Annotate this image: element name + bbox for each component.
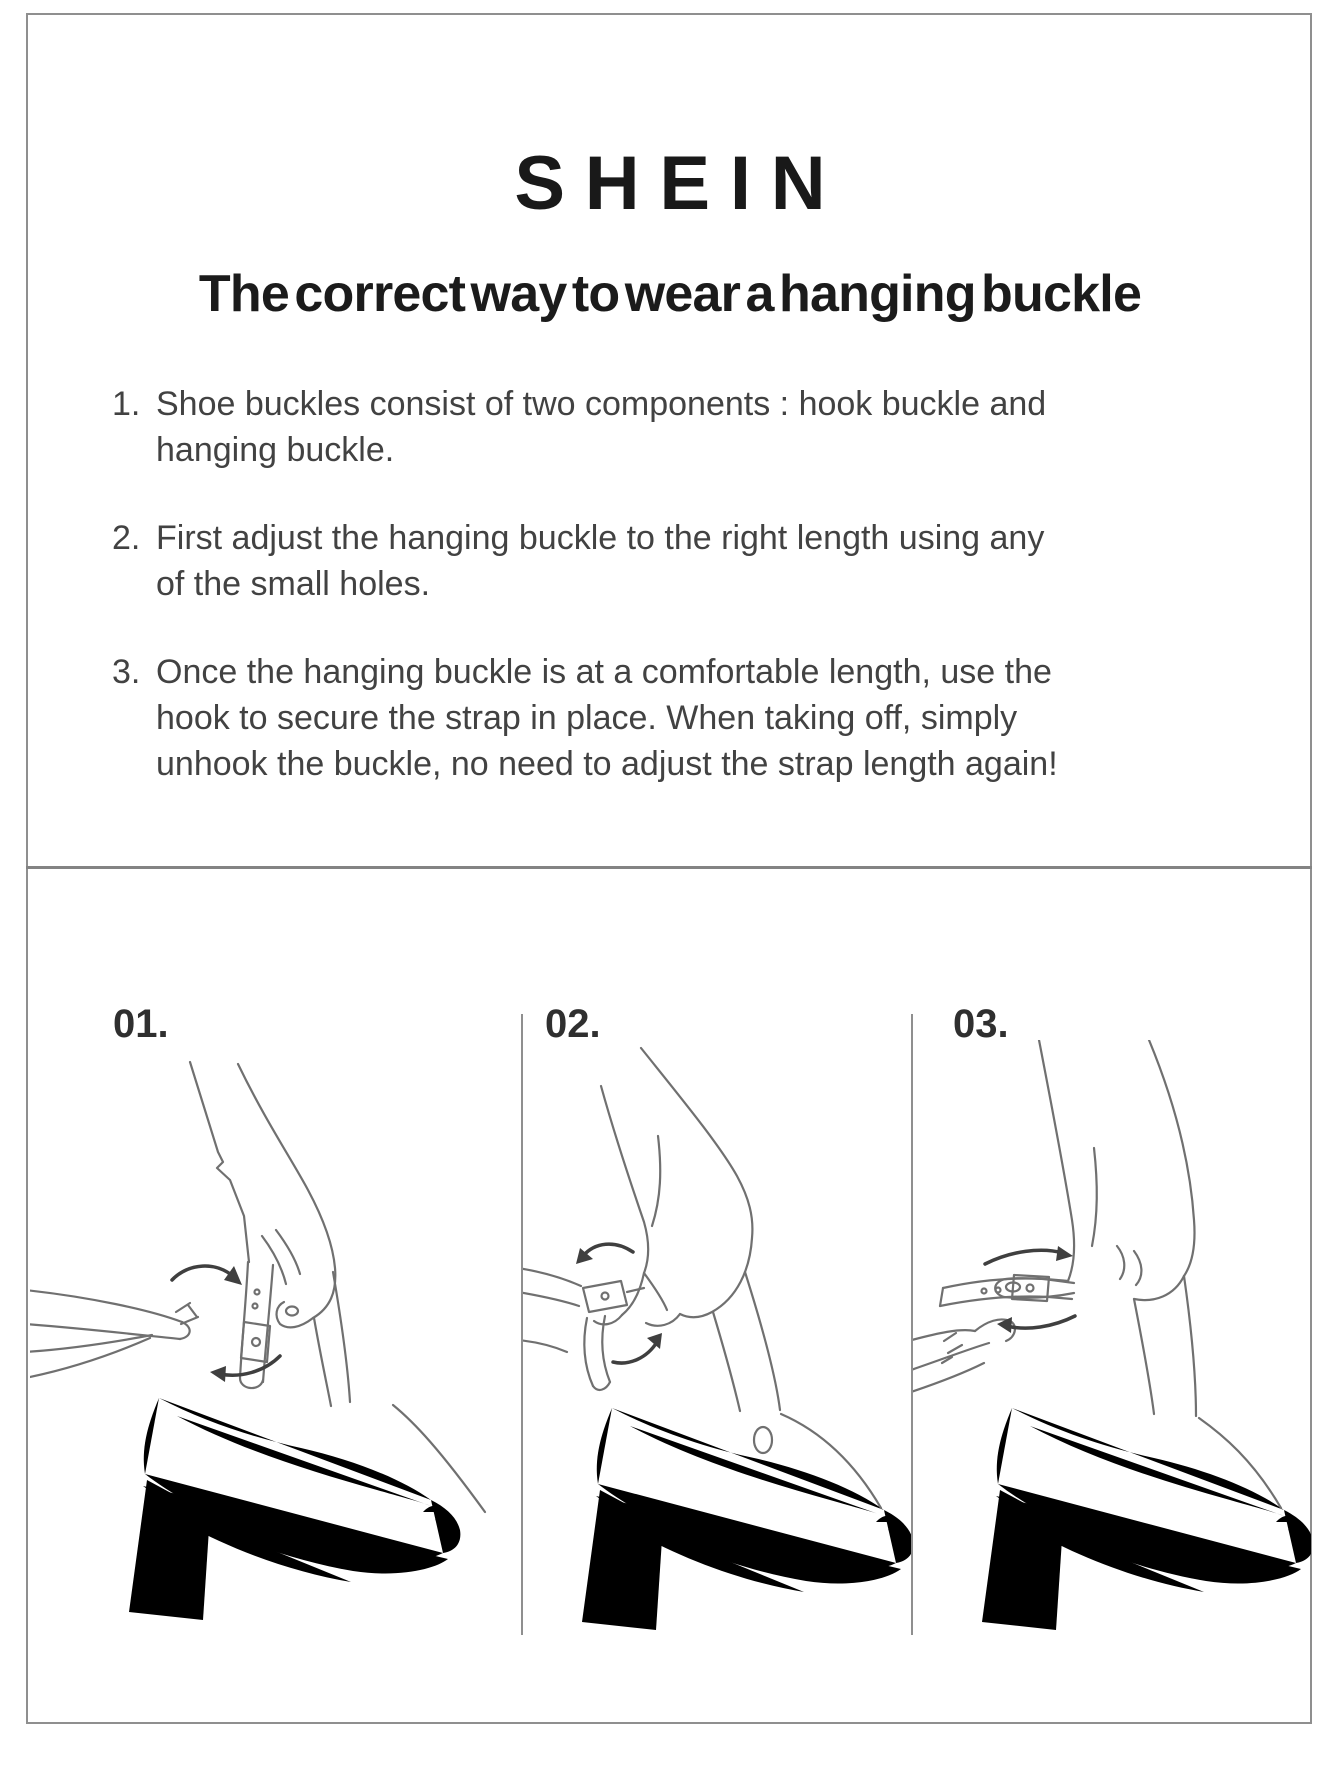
step-01-illustration — [30, 1040, 520, 1650]
other-hand-drawing — [30, 1290, 198, 1378]
instruction-number: 3. — [112, 653, 141, 691]
sandal-drawing — [129, 1398, 485, 1620]
page-title: The correct way to wear a hanging buckle — [198, 265, 1142, 323]
instruction-item-1 — [112, 381, 1222, 473]
section-divider-line — [26, 866, 1312, 869]
hand-drawing — [995, 1040, 1196, 1416]
instruction-item-3 — [112, 649, 1222, 787]
sandal-drawing — [582, 1408, 911, 1630]
instruction-item-2 — [112, 515, 1222, 607]
instruction-list — [112, 381, 1222, 829]
hand-drawing — [190, 1062, 350, 1406]
instruction-number: 2. — [112, 519, 141, 557]
turn-arrow-left-icon — [576, 1244, 633, 1264]
step-02-label: 02. — [545, 1002, 601, 1046]
instruction-text: Once the hanging buckle is at a comfortable length, use the hook to secure the strap in place. When taking off, simply unhook the buckle, no need to adjust the strap length again! — [156, 653, 1058, 783]
instruction-number: 1. — [112, 385, 141, 423]
sandal-drawing — [982, 1408, 1311, 1630]
step-02-illustration — [523, 1040, 911, 1650]
adjust-arrow-back-icon — [210, 1356, 280, 1382]
instruction-text: Shoe buckles consist of two components : hook buckle and hanging buckle. — [156, 385, 1047, 469]
slide-arrow-left-icon — [997, 1316, 1075, 1333]
slide-arrow-right-icon — [985, 1246, 1073, 1264]
brand-logo: SHEIN — [514, 141, 846, 226]
other-hand-drawing — [913, 1319, 1015, 1393]
instruction-text: First adjust the hanging buckle to the right length using any of the small holes. — [156, 519, 1045, 603]
strap-buckle-drawing — [523, 1268, 644, 1390]
step-03-label: 03. — [953, 1002, 1009, 1046]
turn-arrow-up-icon — [613, 1333, 662, 1363]
step-03-illustration — [913, 1040, 1311, 1650]
hand-drawing — [594, 1048, 780, 1411]
step-01-label: 01. — [113, 1002, 169, 1046]
adjust-arrow-down-icon — [172, 1266, 242, 1285]
